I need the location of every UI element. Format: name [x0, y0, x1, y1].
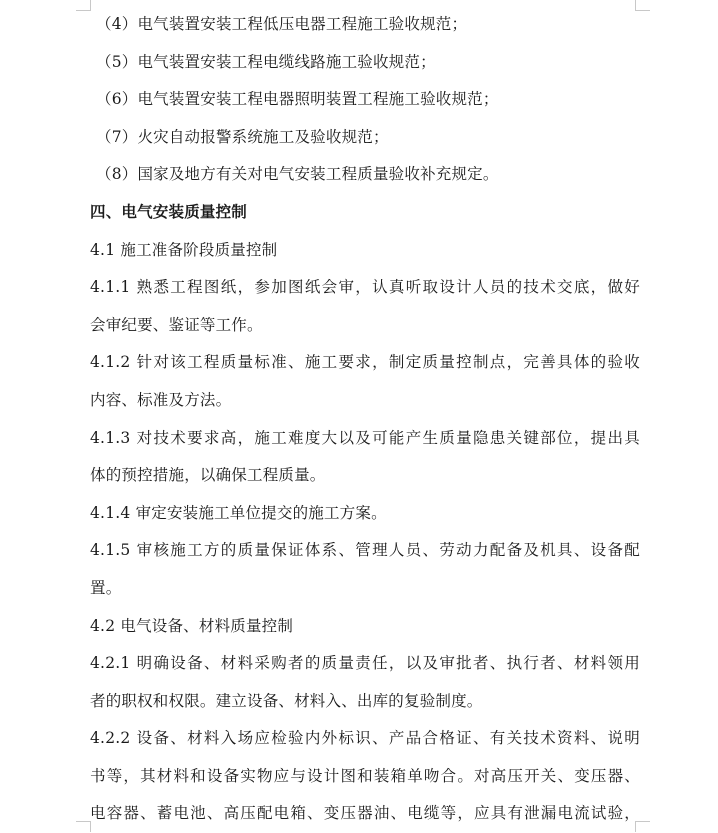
section-heading: 四、电气安装质量控制 — [90, 202, 248, 221]
page-corner-mark — [76, 0, 91, 11]
document-body — [90, 6, 640, 833]
page-corner-mark — [76, 821, 91, 832]
list-item: （8）国家及地方有关对电气安装工程质量验收补充规定。 — [96, 165, 499, 184]
paragraph-line: 4.1.3 对技术要求高，施工难度大以及可能产生质量隐患关键部位，提出具 — [90, 428, 640, 447]
subsection-heading: 4.1 施工准备阶段质量控制 — [90, 240, 278, 259]
paragraph-line: 者的职权和权限。建立设备、材料入、出库的复验制度。 — [90, 691, 483, 710]
paragraph-line: 4.1.4 审定安装施工单位提交的施工方案。 — [90, 503, 387, 522]
paragraph-line: 会审纪要、鉴证等工作。 — [90, 315, 263, 334]
paragraph-line: 体的预控措施，以确保工程质量。 — [90, 466, 326, 485]
paragraph-line: 置。 — [90, 578, 122, 597]
paragraph-line: 内容、标准及方法。 — [90, 390, 232, 409]
list-item: （5）电气装置安装工程电缆线路施工验收规范； — [96, 52, 436, 71]
paragraph-line: 书等，其材料和设备实物应与设计图和装箱单吻合。对高压开关、变压器、 — [90, 766, 640, 785]
paragraph-line: 4.1.2 针对该工程质量标准、施工要求，制定质量控制点，完善具体的验收 — [90, 353, 640, 372]
paragraph-line: 4.2.1 明确设备、材料采购者的质量责任，以及审批者、执行者、材料领用 — [90, 654, 640, 673]
list-item: （7）火灾自动报警系统施工及验收规范； — [96, 127, 389, 146]
paragraph-line: 4.1.5 审核施工方的质量保证体系、管理人员、劳动力配备及机具、设备配 — [90, 541, 640, 560]
list-item: （4）电气装置安装工程低压电器工程施工验收规范； — [96, 15, 468, 33]
paragraph-line: 4.1.1 熟悉工程图纸，参加图纸会审，认真听取设计人员的技术交底，做好 — [90, 278, 640, 297]
subsection-heading: 4.2 电气设备、材料质量控制 — [90, 616, 294, 635]
list-item: （6）电气装置安装工程电器照明装置工程施工验收规范； — [96, 90, 499, 109]
paragraph-line: 4.2.2 设备、材料入场应检验内外标识、产品合格证、有关技术资料、说明 — [90, 729, 640, 748]
paragraph-line: 电容器、蓄电池、高压配电箱、变压器油、电缆等，应具有泄漏电流试验， — [90, 804, 640, 823]
